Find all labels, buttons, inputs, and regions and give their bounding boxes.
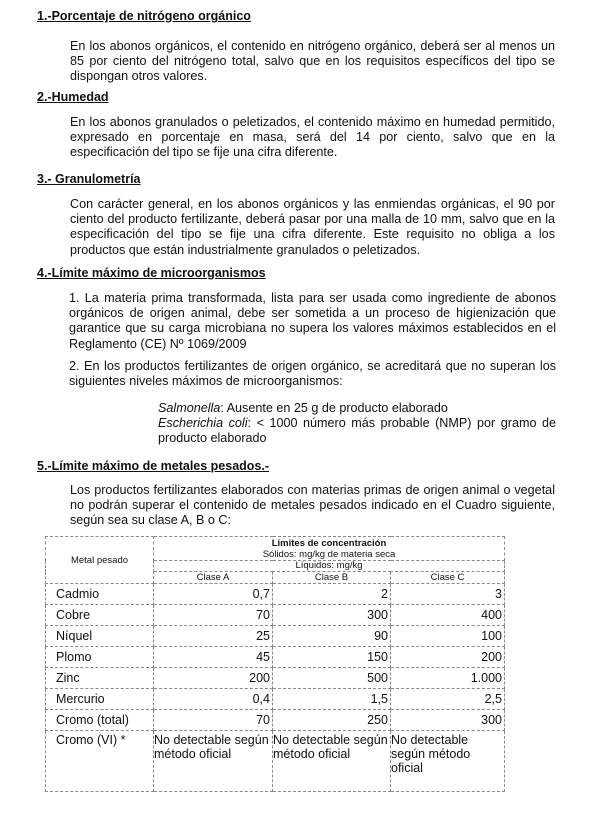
metal-name: Mercurio — [46, 689, 154, 710]
solids-label: Sólidos: mg/kg de materia seca — [262, 548, 396, 560]
section-heading-granulometry: 3.- Granulometría — [37, 172, 141, 186]
section-heading-microorganisms: 4.-Límite máximo de microorganismos — [37, 266, 266, 280]
value-class-c: 100 — [391, 626, 505, 647]
salmonella-limit — [158, 401, 556, 416]
paragraph-granulometry: Con carácter general, en los abonos orgánicos y las enmiendas orgánicas, el 90 por ciento del producto fertilizante, deberá pasar por una malla de 10 mm, salvo que en la especificación del tipo se fije una cifra diferente. Este requisito no obliga a los productos que están industrialmente granulados o peletizados. — [70, 197, 555, 257]
metal-name: Cadmio — [46, 584, 154, 605]
value-class-b: 150 — [273, 647, 391, 668]
table-row — [46, 584, 505, 605]
value-class-a: No detectable según método oficial — [154, 731, 273, 792]
value-class-a: 25 — [154, 626, 273, 647]
value-class-c: 300 — [391, 710, 505, 731]
value-class-a: 0,7 — [154, 584, 273, 605]
value-class-b: No detectable según método oficial — [273, 731, 391, 792]
table-row — [46, 668, 505, 689]
metal-name: Zinc — [46, 668, 154, 689]
table-header-row — [46, 537, 505, 561]
value-class-c: 3 — [391, 584, 505, 605]
limits-title: Límites de concentración — [271, 537, 387, 549]
value-class-a: 45 — [154, 647, 273, 668]
section-heading-heavy-metals: 5.-Límite máximo de metales pesados.- — [37, 459, 270, 473]
value-class-c: 1.000 — [391, 668, 505, 689]
metal-name: Cromo (VI) * — [46, 731, 154, 792]
header-class-b: Clase B — [273, 572, 391, 584]
metal-name: Cobre — [46, 605, 154, 626]
value-class-a: 0,4 — [154, 689, 273, 710]
value-class-c: 2,5 — [391, 689, 505, 710]
limit-text: : Ausente en 25 g de producto elaborado — [220, 401, 448, 415]
paragraph-nitrogen: En los abonos orgánicos, el contenido en nitrógeno orgánico, deberá ser al menos un 85 por ciento del nitrógeno total, salvo que en los requisitos específicos del tipo se dispongan otros valores. — [70, 39, 555, 84]
value-class-a: 70 — [154, 710, 273, 731]
header-limits — [154, 537, 505, 561]
table-row — [46, 647, 505, 668]
section-heading-humidity: 2.-Humedad — [37, 90, 109, 104]
heavy-metals-table — [45, 536, 505, 792]
table-row — [46, 626, 505, 647]
paragraph-humidity: En los abonos granulados o peletizados, el contenido máximo en humedad permitido, expresado en porcentaje en masa, será del 14 por ciento, salvo que en la especificación del tipo se fije una cifra diferente. — [70, 115, 555, 160]
limit-text: : < 1000 número más probable (NMP) por gramo de producto elaborado — [158, 416, 556, 446]
metal-name: Níquel — [46, 626, 154, 647]
value-class-b: 2 — [273, 584, 391, 605]
section-heading-nitrogen: 1.-Porcentaje de nitrógeno orgánico — [37, 9, 251, 23]
value-class-b: 300 — [273, 605, 391, 626]
value-class-b: 250 — [273, 710, 391, 731]
value-class-a: 70 — [154, 605, 273, 626]
header-class-c: Clase C — [391, 572, 505, 584]
paragraph-microorganisms-1: 1. La materia prima transformada, lista para ser usada como ingrediente de abonos orgánicos de origen animal, debe ser sometida a un proceso de higienización que garantice que su carga microbiana no supera los valores máximos establecidos en el Reglamento (CE) Nº 1069/2009 — [69, 291, 556, 351]
value-class-c: 400 — [391, 605, 505, 626]
header-class-a: Clase A — [154, 572, 273, 584]
header-metal: Metal pesado — [46, 537, 154, 584]
ecoli-limit — [158, 416, 556, 446]
value-class-c: 200 — [391, 647, 505, 668]
value-class-b: 90 — [273, 626, 391, 647]
table-row — [46, 710, 505, 731]
organism-name: Salmonella — [158, 401, 221, 415]
table-row — [46, 689, 505, 710]
value-class-c: No detectable según método oficial — [391, 731, 505, 792]
metal-name: Cromo (total) — [46, 710, 154, 731]
metal-name: Plomo — [46, 647, 154, 668]
paragraph-heavy-metals: Los productos fertilizantes elaborados con materias primas de origen animal o vegetal no podrán superar el contenido de metales pesados indicado en el Cuadro siguiente, según sea su clase A, B o C: — [70, 483, 555, 528]
paragraph-microorganisms-2: 2. En los productos fertilizantes de origen orgánico, se acreditará que no superan los siguientes niveles máximos de microorganismos: — [69, 359, 556, 389]
microorganism-limits — [158, 401, 556, 447]
value-class-b: 500 — [273, 668, 391, 689]
table-row — [46, 731, 505, 792]
liquids-label: Líquidos: mg/kg — [154, 561, 505, 572]
table-row — [46, 605, 505, 626]
value-class-a: 200 — [154, 668, 273, 689]
value-class-b: 1,5 — [273, 689, 391, 710]
organism-name: Escherichia coli — [158, 416, 248, 431]
